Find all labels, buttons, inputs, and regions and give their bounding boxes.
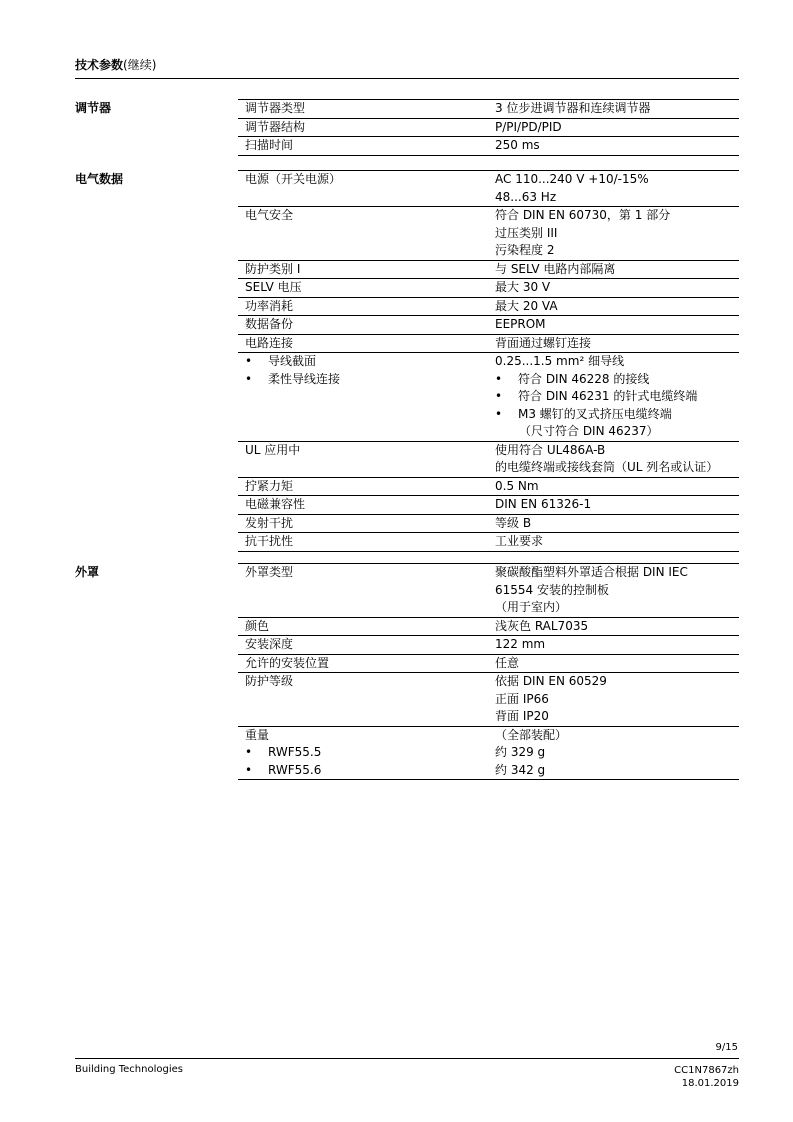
spec-key bbox=[238, 564, 488, 618]
spec-key-line: 调节器结构 bbox=[245, 119, 306, 134]
spec-key-line: 安装深度 bbox=[245, 637, 294, 651]
spec-key-line: 电磁兼容性 bbox=[245, 497, 306, 511]
spec-key bbox=[238, 654, 488, 673]
spec-key-line: 颜色 bbox=[245, 618, 270, 633]
spec-key bbox=[238, 726, 488, 780]
spec-value-line: 122 mm bbox=[495, 637, 546, 651]
spec-value-line: 250 ms bbox=[495, 138, 540, 152]
section-label-electrical: 电气数据 bbox=[75, 172, 124, 186]
spec-key-bullet bbox=[245, 353, 488, 371]
spec-value bbox=[488, 533, 739, 552]
spec-row bbox=[238, 353, 739, 442]
spec-value bbox=[488, 334, 739, 353]
spec-key-line: 发射干扰 bbox=[245, 515, 294, 530]
spec-row bbox=[238, 496, 739, 515]
spec-value bbox=[488, 171, 739, 207]
spec-key bbox=[238, 636, 488, 655]
spec-value-line: 0.25...1.5 mm² 细导线 bbox=[495, 354, 625, 368]
spec-value-line: 3 位步进调节器和连续调节器 bbox=[495, 101, 651, 115]
spec-value bbox=[488, 260, 739, 279]
footer-doc-id: CC1N7867zh bbox=[674, 1065, 739, 1076]
spec-value-bullet bbox=[495, 371, 739, 389]
spec-value bbox=[488, 726, 739, 780]
spec-value-line: 61554 安装的控制板 bbox=[495, 582, 609, 597]
footer-company: Building Technologies bbox=[75, 1064, 183, 1075]
electrical-table bbox=[238, 170, 739, 552]
spec-row bbox=[238, 533, 739, 552]
bullet-icon: • bbox=[245, 762, 253, 777]
spec-value bbox=[488, 353, 739, 442]
bullet-icon: • bbox=[495, 406, 503, 421]
bullet-icon: • bbox=[495, 371, 503, 386]
spec-value-bullet-text: 符合 DIN 46228 的接线 bbox=[518, 371, 650, 386]
spec-key-bullet-text: RWF55.6 bbox=[268, 762, 322, 777]
header-title: 技术参数 bbox=[75, 58, 124, 72]
spec-key bbox=[238, 171, 488, 207]
spec-row bbox=[238, 137, 739, 156]
spec-row bbox=[238, 334, 739, 353]
spec-key-line: UL 应用中 bbox=[245, 442, 301, 457]
spec-value-line: 最大 30 V bbox=[495, 280, 551, 294]
spec-key-line: 允许的安装位置 bbox=[245, 655, 330, 670]
spec-value bbox=[488, 617, 739, 636]
spec-key-line: 重量 bbox=[245, 727, 270, 742]
bullet-icon: • bbox=[245, 745, 253, 759]
spec-key-bullet-text: 导线截面 bbox=[268, 354, 317, 368]
spec-key-line: 电源（开关电源） bbox=[245, 172, 342, 186]
spec-row bbox=[238, 617, 739, 636]
spec-row bbox=[238, 514, 739, 533]
spec-value bbox=[488, 636, 739, 655]
spec-row bbox=[238, 726, 739, 780]
spec-value-line: DIN EN 61326-1 bbox=[495, 497, 592, 511]
spec-key bbox=[238, 260, 488, 279]
spec-value-line: AC 110...240 V +10/-15% bbox=[495, 172, 649, 186]
spec-key bbox=[238, 137, 488, 156]
spec-value-line: P/PI/PD/PID bbox=[495, 119, 562, 134]
spec-value-line: 符合 DIN EN 60730，第 1 部分 bbox=[495, 208, 671, 222]
spec-value-bullet bbox=[495, 406, 739, 424]
footer-doc-info bbox=[674, 1064, 739, 1090]
section-label-controller: 调节器 bbox=[75, 101, 112, 115]
spec-row bbox=[238, 260, 739, 279]
spec-value-line: 依据 DIN EN 60529 bbox=[495, 674, 607, 688]
spec-key-line: 外罩类型 bbox=[245, 565, 294, 579]
spec-key-line: 扫描时间 bbox=[245, 138, 294, 152]
spec-value-line: 的电缆终端或接线套筒（UL 列名或认证） bbox=[495, 460, 719, 474]
housing-table bbox=[238, 563, 739, 780]
spec-value bbox=[488, 441, 739, 477]
spec-value-bullet-text: M3 螺钉的叉式挤压电缆终端 bbox=[518, 406, 672, 421]
spec-key bbox=[238, 207, 488, 261]
spec-key-line: 电气安全 bbox=[245, 208, 294, 222]
spec-key-bullet bbox=[245, 744, 488, 762]
spec-value bbox=[488, 496, 739, 515]
spec-value-line: 等级 B bbox=[495, 515, 532, 530]
spec-value-line: 背面通过螺钉连接 bbox=[495, 335, 592, 350]
spec-key-line: 拧紧力矩 bbox=[245, 478, 294, 493]
spec-value bbox=[488, 316, 739, 335]
spec-key-line: 防护等级 bbox=[245, 674, 294, 688]
spec-key bbox=[238, 477, 488, 496]
spec-value-bullet bbox=[495, 388, 739, 406]
spec-value-bullet-text: 符合 DIN 46231 的针式电缆终端 bbox=[518, 389, 698, 403]
spec-value bbox=[488, 297, 739, 316]
spec-value-line: 背面 IP20 bbox=[495, 709, 549, 723]
spec-row bbox=[238, 636, 739, 655]
page-header bbox=[75, 57, 739, 79]
spec-value-line: 污染程度 2 bbox=[495, 243, 555, 257]
spec-row bbox=[238, 279, 739, 298]
spec-value-line: EEPROM bbox=[495, 317, 546, 331]
spec-value bbox=[488, 673, 739, 727]
footer-date: 18.01.2019 bbox=[681, 1078, 739, 1089]
spec-row bbox=[238, 564, 739, 618]
spec-row bbox=[238, 673, 739, 727]
spec-value-line: 与 SELV 电路内部隔离 bbox=[495, 261, 616, 276]
page-footer bbox=[75, 1058, 739, 1089]
spec-key bbox=[238, 100, 488, 119]
spec-key-line: 防护类别 I bbox=[245, 261, 301, 276]
spec-row bbox=[238, 654, 739, 673]
spec-row bbox=[238, 297, 739, 316]
spec-row bbox=[238, 100, 739, 119]
spec-row bbox=[238, 316, 739, 335]
bullet-icon: • bbox=[495, 389, 503, 403]
spec-key-bullet-text: RWF55.5 bbox=[268, 745, 322, 759]
spec-key-bullet bbox=[245, 762, 488, 780]
bullet-icon: • bbox=[245, 371, 253, 386]
spec-row bbox=[238, 477, 739, 496]
spec-value-line: 正面 IP66 bbox=[495, 691, 549, 706]
spec-value bbox=[488, 137, 739, 156]
spec-row bbox=[238, 118, 739, 137]
spec-value-line: 聚碳酸酯塑料外罩适合根据 DIN IEC bbox=[495, 565, 688, 579]
spec-value-line: 约 329 g bbox=[495, 745, 546, 759]
spec-key-line: SELV 电压 bbox=[245, 280, 302, 294]
spec-value-line: 浅灰色 RAL7035 bbox=[495, 618, 589, 633]
spec-key-line: 功率消耗 bbox=[245, 298, 294, 313]
spec-row bbox=[238, 171, 739, 207]
spec-key-bullet bbox=[245, 371, 488, 389]
spec-key bbox=[238, 297, 488, 316]
spec-value-line: 使用符合 UL486A-B bbox=[495, 442, 606, 457]
spec-value bbox=[488, 207, 739, 261]
spec-value-line: 最大 20 VA bbox=[495, 298, 558, 313]
spec-row bbox=[238, 441, 739, 477]
spec-key bbox=[238, 118, 488, 137]
spec-value-line: 工业要求 bbox=[495, 534, 544, 548]
spec-key bbox=[238, 617, 488, 636]
spec-key-line: 调节器类型 bbox=[245, 101, 306, 115]
spec-value-line: （用于室内） bbox=[495, 600, 568, 614]
spec-value-line: 过压类别 III bbox=[495, 225, 558, 240]
spec-key bbox=[238, 533, 488, 552]
spec-key bbox=[238, 496, 488, 515]
spec-key bbox=[238, 316, 488, 335]
spec-value bbox=[488, 477, 739, 496]
spec-value bbox=[488, 564, 739, 618]
spec-key-bullet-text: 柔性导线连接 bbox=[268, 371, 341, 386]
controller-table bbox=[238, 99, 739, 156]
spec-value-line: 约 342 g bbox=[495, 762, 546, 777]
spec-key bbox=[238, 353, 488, 442]
spec-row bbox=[238, 207, 739, 261]
spec-value-line: 任意 bbox=[495, 655, 520, 670]
spec-value-indent: （尺寸符合 DIN 46237） bbox=[519, 424, 659, 438]
section-label-housing: 外罩 bbox=[75, 565, 100, 579]
spec-key bbox=[238, 514, 488, 533]
spec-value bbox=[488, 654, 739, 673]
spec-key-line: 抗干扰性 bbox=[245, 534, 294, 548]
spec-key-line: 电路连接 bbox=[245, 335, 294, 350]
spec-key bbox=[238, 673, 488, 727]
spec-key bbox=[238, 441, 488, 477]
spec-value bbox=[488, 514, 739, 533]
spec-value-line: （全部装配） bbox=[495, 727, 568, 742]
bullet-icon: • bbox=[245, 354, 253, 368]
spec-key bbox=[238, 334, 488, 353]
spec-key-line: 数据备份 bbox=[245, 317, 294, 331]
spec-value-line: 48...63 Hz bbox=[495, 189, 557, 204]
spec-value bbox=[488, 279, 739, 298]
spec-value-line: 0.5 Nm bbox=[495, 478, 539, 493]
spec-key bbox=[238, 279, 488, 298]
spec-value bbox=[488, 118, 739, 137]
spec-value bbox=[488, 100, 739, 119]
page-number: 9/15 bbox=[715, 1042, 738, 1053]
header-title-suffix: (继续) bbox=[123, 58, 157, 72]
